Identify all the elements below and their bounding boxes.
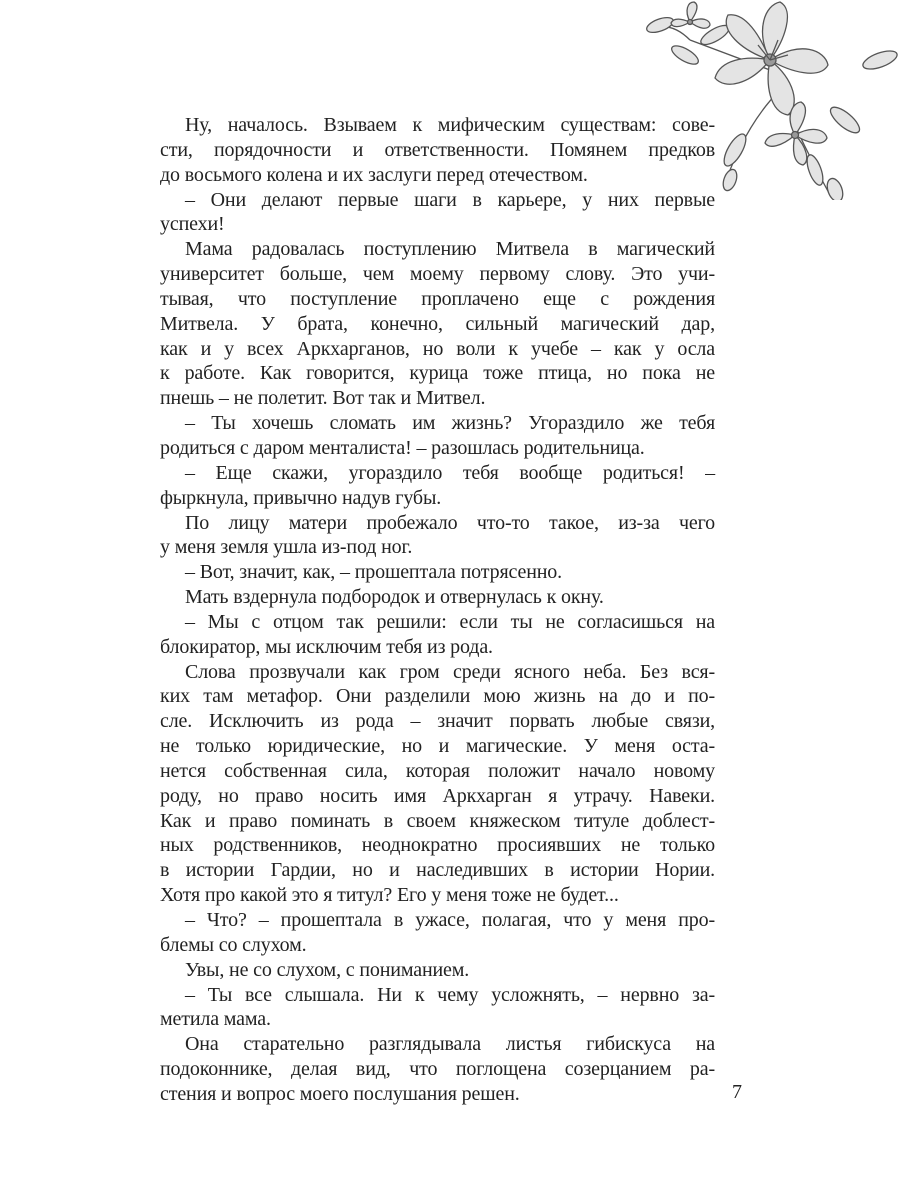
text-line: подоконнике, делая вид, что поглощена созерцанием ра- <box>160 1058 715 1081</box>
paragraph <box>160 585 715 610</box>
text-line: блокиратор, мы исключим тебя из рода. <box>160 635 493 658</box>
paragraph <box>160 237 715 411</box>
text-line: сле. Исключить из рода – значит порвать любые связи, <box>160 710 715 733</box>
text-line: успехи! <box>160 213 225 236</box>
text-line: Увы, не со слухом, с пониманием. <box>185 958 470 981</box>
text-line: – Ты все слышала. Ни к чему усложнять, – нервно за- <box>185 983 715 1006</box>
text-line: в истории Гардии, но и наследивших в истории Нории. <box>160 859 715 882</box>
text-line: – Вот, значит, как, – прошептала потрясенно. <box>185 561 563 584</box>
paragraph <box>160 411 715 461</box>
text-line: тывая, что поступление проплачено еще с рождения <box>160 287 715 310</box>
text-line: Слова прозвучали как гром среди ясного неба. Без вся- <box>185 660 715 683</box>
text-line: не только юридические, но и магические. У меня оста- <box>160 735 715 758</box>
text-line: ных родственников, неоднократно просиявших не только <box>160 834 715 857</box>
text-line: – Еще скажи, угораздило тебя вообще родиться! – <box>185 461 715 484</box>
text-line: Мать вздернула подбородок и отвернулась к окну. <box>185 586 604 609</box>
text-line: как и у всех Аркхарганов, но воли к учебе – как у осла <box>160 337 715 360</box>
text-line: – Что? – прошептала в ужасе, полагая, что у меня про- <box>185 909 715 931</box>
text-line: Митвела. У брата, конечно, сильный магический дар, <box>160 312 715 335</box>
text-line: до восьмого колена и их заслуги перед отечеством. <box>160 163 588 186</box>
paragraph <box>160 560 715 585</box>
paragraph <box>160 908 715 958</box>
paragraph <box>160 660 715 908</box>
paragraph <box>160 610 715 660</box>
text-line: – Они делают первые шаги в карьере, у них первые <box>185 188 715 211</box>
text-line: родиться с даром менталиста! – разошлась родительница. <box>160 436 645 459</box>
text-line: нется собственная сила, которая положит начало новому <box>160 759 715 782</box>
paragraph <box>160 511 715 561</box>
text-line: Мама радовалась поступлению Митвела в магический <box>185 238 715 261</box>
text-line: стения и вопрос моего послушания решен. <box>160 1082 520 1105</box>
text-line: блемы со слухом. <box>160 933 307 956</box>
text-line: ких там метафор. Они разделили мою жизнь на до и по- <box>160 685 715 708</box>
text-line: Она старательно разглядывала листья гибискуса на <box>185 1033 715 1056</box>
text-line: пнешь – не полетит. Вот так и Митвел. <box>160 387 486 410</box>
text-line: роду, но право носить имя Аркхарган я утрачу. Навеки. <box>160 784 715 807</box>
text-line: Хотя про какой это я титул? Его у меня тоже не будет... <box>160 884 619 907</box>
paragraph <box>160 188 715 238</box>
paragraph <box>160 1032 715 1107</box>
text-line: – Ты хочешь сломать им жизнь? Угораздило же тебя <box>185 412 715 435</box>
body-text <box>160 113 715 1107</box>
text-line: фыркнула, привычно надув губы. <box>160 486 442 509</box>
text-line: к работе. Как говорится, курица тоже птица, но пока не <box>160 362 715 385</box>
text-line: По лицу матери пробежало что-то такое, из-за чего <box>185 511 715 534</box>
text-line: метила мама. <box>160 1008 271 1031</box>
text-line: – Мы с отцом так решили: если ты не согласишься на <box>185 610 715 633</box>
text-line: сти, порядочности и ответственности. Помянем предков <box>160 138 715 161</box>
text-line: Как и право поминать в своем княжеском титуле доблест- <box>160 809 715 832</box>
text-line: у меня земля ушла из-под ног. <box>160 536 413 559</box>
paragraph <box>160 461 715 511</box>
paragraph <box>160 958 715 983</box>
paragraph <box>160 983 715 1033</box>
page-number: 7 <box>732 1081 742 1103</box>
text-line: университет больше, чем моему первому слову. Это учи- <box>160 263 715 286</box>
paragraph <box>160 113 715 188</box>
text-line: Ну, началось. Взываем к мифическим существам: сове- <box>185 114 715 136</box>
